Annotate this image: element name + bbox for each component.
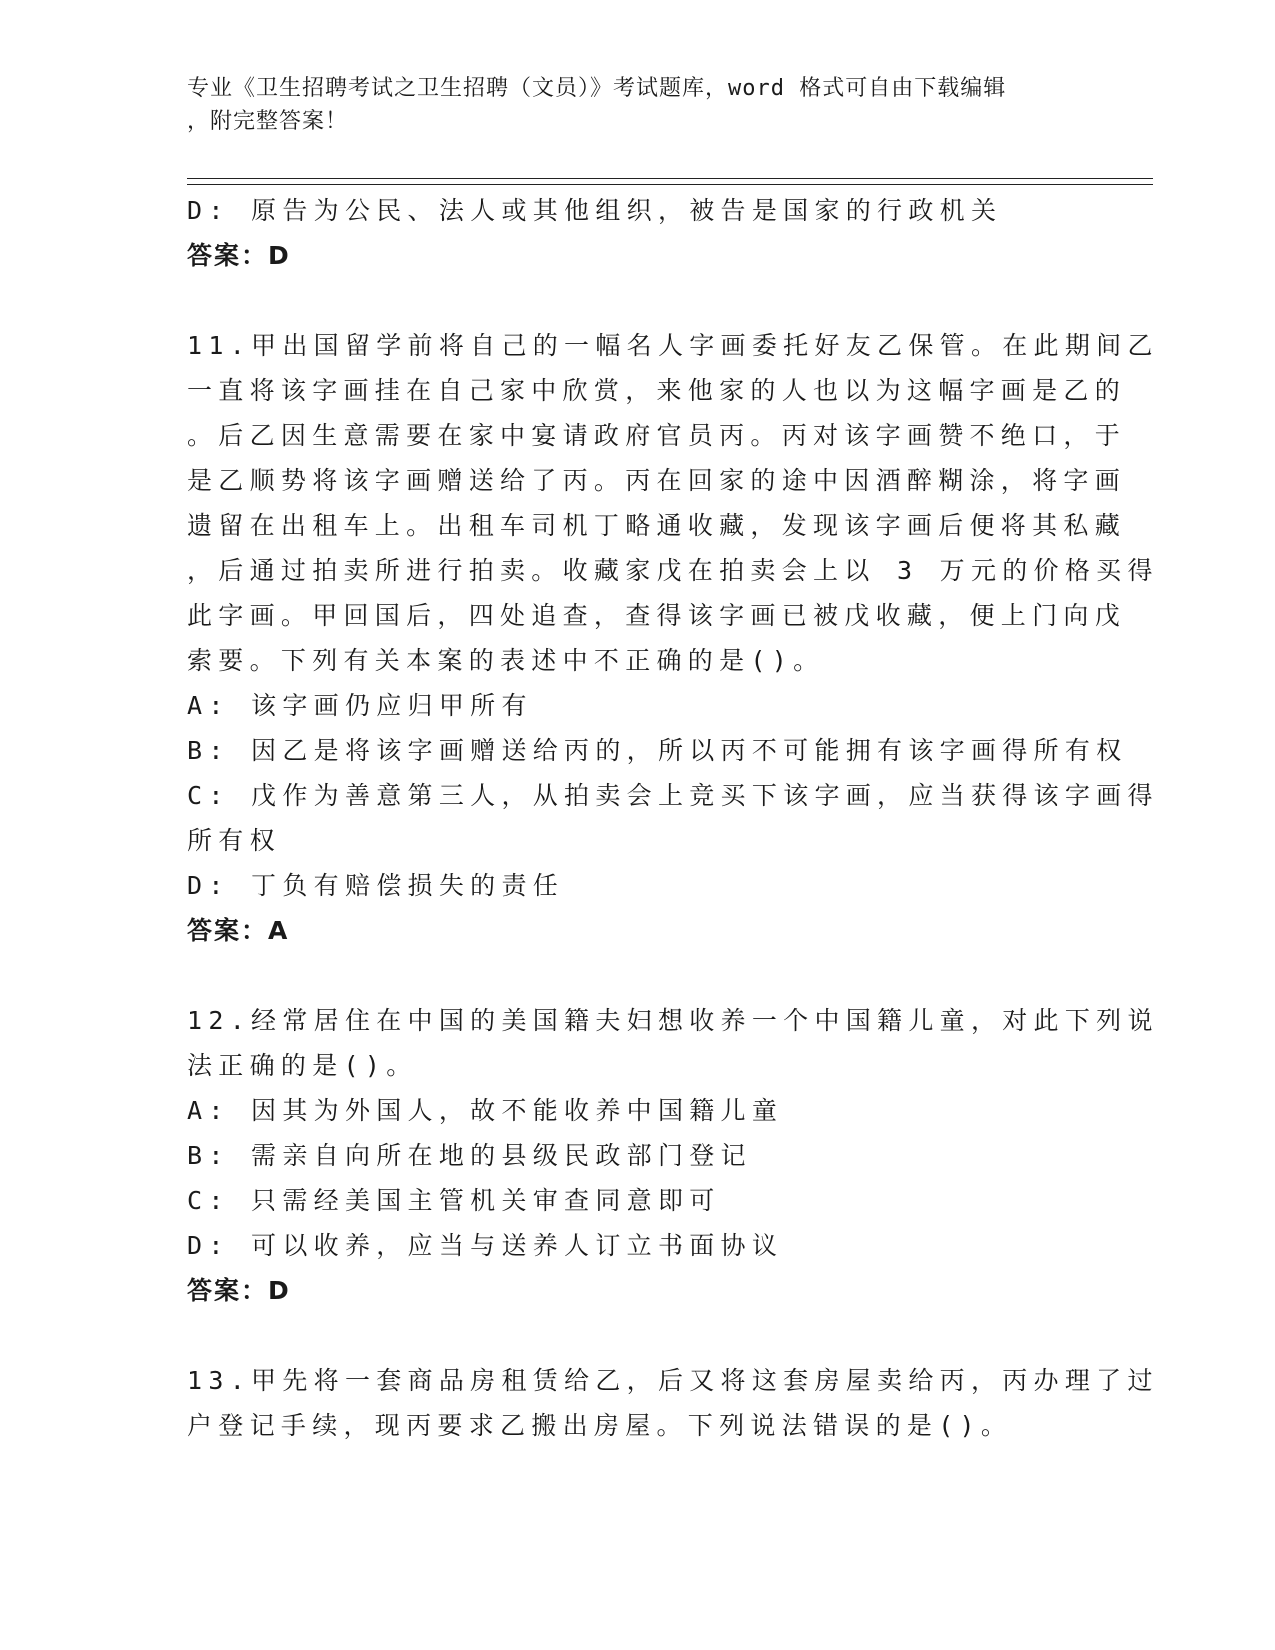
- question-stem-line: ，后通过拍卖所进行拍卖。收藏家戊在拍卖会上以 3 万元的价格买得: [187, 556, 1159, 585]
- header-line-2: ，附完整答案！: [187, 109, 349, 134]
- previous-question-tail: [187, 188, 1087, 278]
- question-stem-line: 是乙顺势将该字画赠送给了丙。丙在回家的途中因酒醉糊涂，将字画: [187, 466, 1127, 495]
- document-header: [187, 72, 1067, 138]
- header-rule-bottom: [187, 184, 1153, 185]
- option-b: B: 需亲自向所在地的县级民政部门登记: [187, 1141, 752, 1170]
- question-stem-line: 遗留在出租车上。出租车司机丁略通收藏，发现该字画后便将其私藏: [187, 511, 1127, 540]
- option-b: B: 因乙是将该字画赠送给丙的，所以丙不可能拥有该字画得所有权: [187, 736, 1128, 765]
- question-stem-line: 法正确的是()。: [187, 1051, 418, 1080]
- question-13: [187, 1358, 1159, 1448]
- option-d: D: 原告为公民、法人或其他组织，被告是国家的行政机关: [187, 196, 1003, 225]
- question-stem-line: 。后乙因生意需要在家中宴请政府官员丙。丙对该字画赞不绝口，于: [187, 421, 1127, 450]
- header-rule-top: [187, 178, 1153, 179]
- question-stem-line: 此字画。甲回国后，四处追查，查得该字画已被戊收藏，便上门向戊: [187, 601, 1127, 630]
- option-d: D: 丁负有赔偿损失的责任: [187, 871, 565, 900]
- answer: 答案：D: [187, 1276, 291, 1305]
- answer: 答案：A: [187, 916, 290, 945]
- answer: 答案：D: [187, 241, 291, 270]
- option-a: A: 因其为外国人，故不能收养中国籍儿童: [187, 1096, 784, 1125]
- question-stem-line: 11.甲出国留学前将自己的一幅名人字画委托好友乙保管。在此期间乙: [187, 331, 1159, 360]
- option-d: D: 可以收养，应当与送养人订立书面协议: [187, 1231, 784, 1260]
- question-stem-line: 13.甲先将一套商品房租赁给乙，后又将这套房屋卖给丙，丙办理了过: [187, 1366, 1159, 1395]
- question-stem-line: 索要。下列有关本案的表述中不正确的是()。: [187, 646, 825, 675]
- header-line-1: 专业《卫生招聘考试之卫生招聘（文员）》考试题库，word 格式可自由下载编辑: [187, 76, 1007, 101]
- question-stem-line: 一直将该字画挂在自己家中欣赏，来他家的人也以为这幅字画是乙的: [187, 376, 1127, 405]
- question-stem-line: 12.经常居住在中国的美国籍夫妇想收养一个中国籍儿童，对此下列说: [187, 1006, 1159, 1035]
- question-11: [187, 323, 1159, 953]
- question-12: [187, 998, 1159, 1313]
- question-stem-line: 户登记手续，现丙要求乙搬出房屋。下列说法错误的是()。: [187, 1411, 1013, 1440]
- option-c: C: 戊作为善意第三人，从拍卖会上竞买下该字画，应当获得该字画得: [187, 781, 1159, 810]
- option-a: A: 该字画仍应归甲所有: [187, 691, 533, 720]
- document-body: [187, 188, 1159, 1448]
- option-c: C: 只需经美国主管机关审查同意即可: [187, 1186, 721, 1215]
- option-c-continued: 所有权: [187, 826, 281, 855]
